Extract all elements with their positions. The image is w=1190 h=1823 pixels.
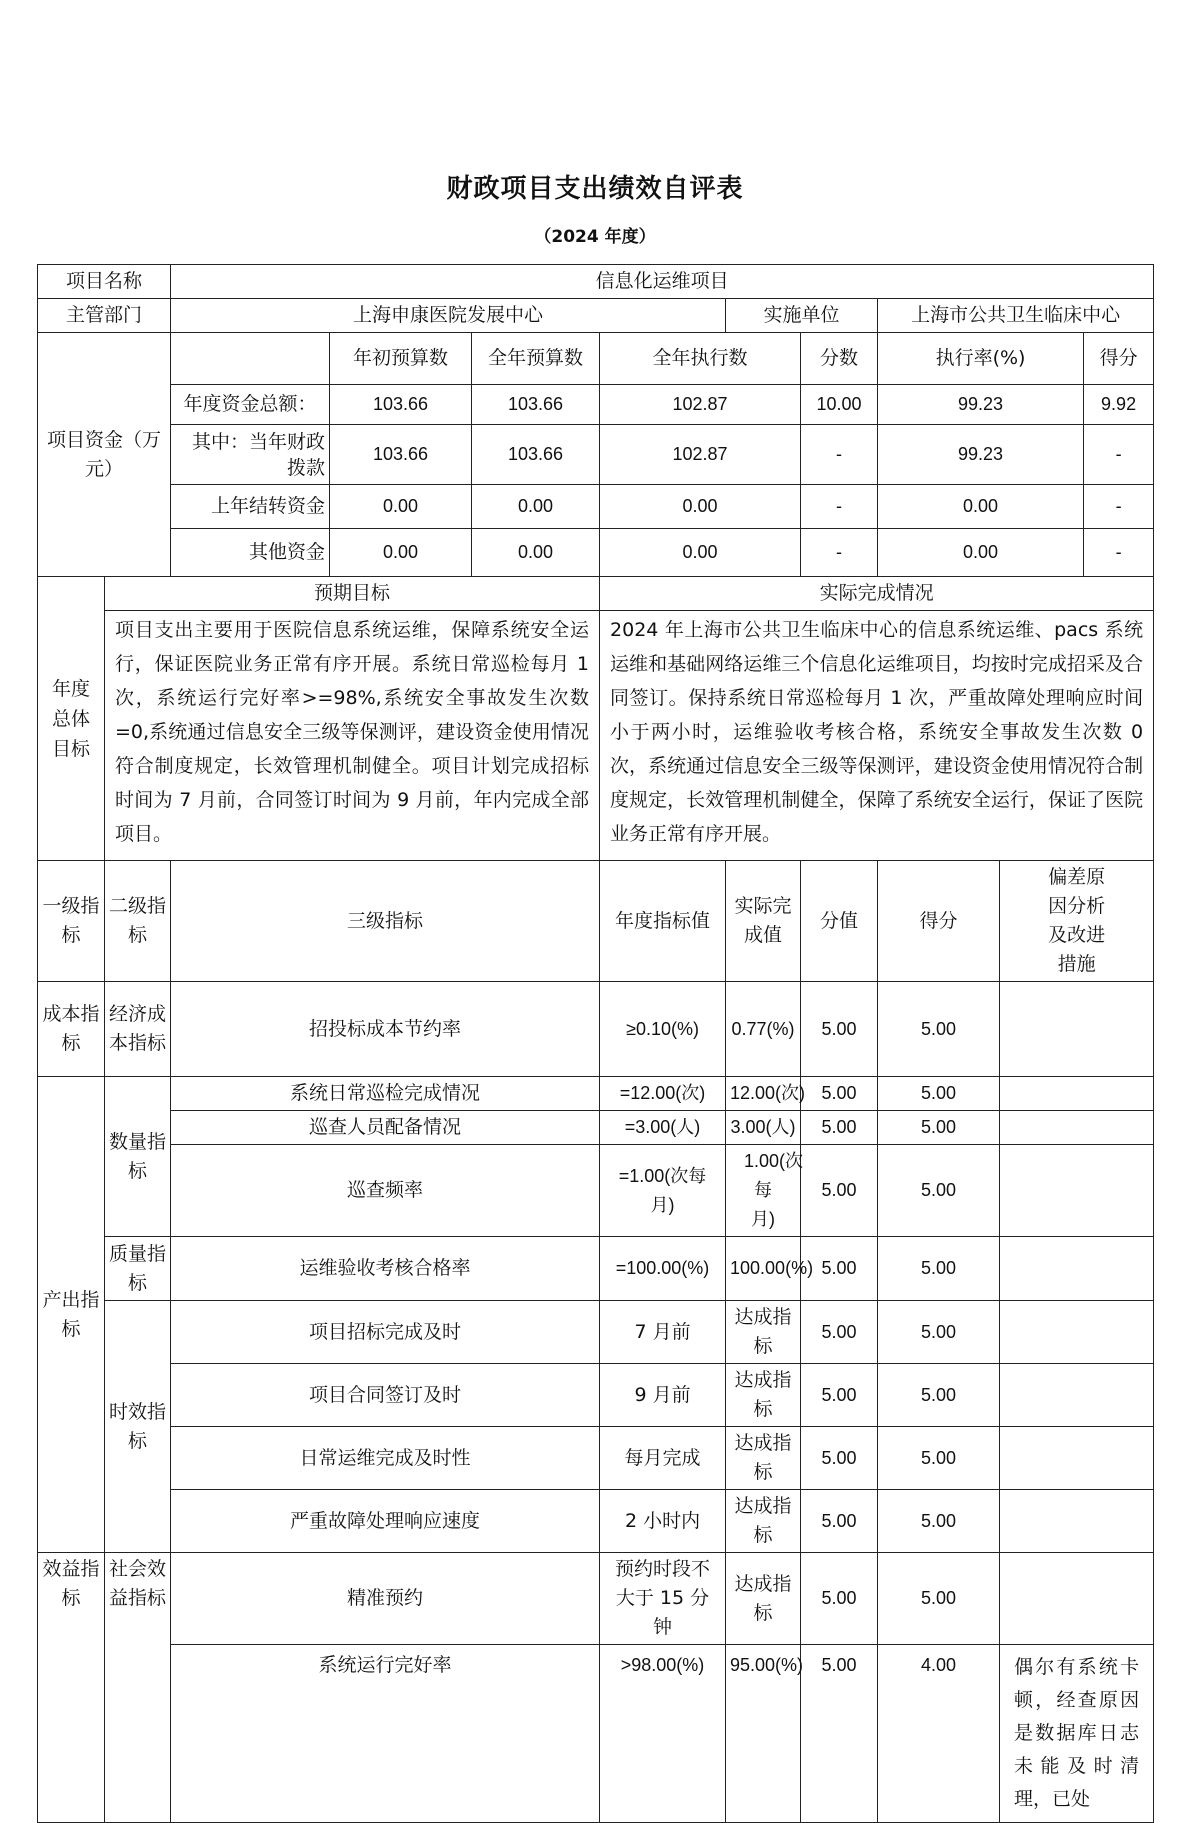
indicator-target: 7 月前 <box>600 1301 726 1364</box>
indicator-actual: 0.77(%) <box>726 982 801 1077</box>
funds-header: 年初预算数 <box>330 333 472 385</box>
indicator-score: 5.00 <box>878 1077 1000 1111</box>
indicator-header: 分值 <box>801 861 878 982</box>
indicator-weight: 5.00 <box>801 1301 878 1364</box>
funds-row-label: 上年结转资金 <box>171 485 330 529</box>
indicator-note <box>1000 1364 1154 1427</box>
indicator-actual: 95.00(%) <box>726 1645 801 1823</box>
indicator-score: 5.00 <box>878 1301 1000 1364</box>
funds-cell: 0.00 <box>330 485 472 529</box>
indicator-name: 系统运行完好率 <box>171 1645 600 1823</box>
expected-goal-header: 预期目标 <box>105 577 600 611</box>
unit-value: 上海市公共卫生临床中心 <box>878 299 1154 333</box>
indicator-name: 巡查频率 <box>171 1145 600 1237</box>
indicator-target: =1.00(次每月) <box>600 1145 726 1237</box>
indicator-note <box>1000 1145 1154 1237</box>
level2-quality: 质量指标 <box>105 1237 171 1301</box>
indicator-actual: 1.00(次每月) <box>726 1145 801 1237</box>
indicator-score: 5.00 <box>878 1111 1000 1145</box>
indicator-note <box>1000 1490 1154 1553</box>
indicator-target: >98.00(%) <box>600 1645 726 1823</box>
indicator-header: 二级指标 <box>105 861 171 982</box>
funds-cell: 103.66 <box>330 425 472 485</box>
funds-cell: 0.00 <box>472 529 600 577</box>
indicator-actual: 12.00(次) <box>726 1077 801 1111</box>
funds-header: 分数 <box>801 333 878 385</box>
funds-header-blank <box>171 333 330 385</box>
unit-label: 实施单位 <box>726 299 878 333</box>
indicator-score: 5.00 <box>878 1490 1000 1553</box>
funds-header: 全年执行数 <box>600 333 801 385</box>
indicator-score: 5.00 <box>878 1145 1000 1237</box>
indicator-name: 项目招标完成及时 <box>171 1301 600 1364</box>
funds-cell: 102.87 <box>600 385 801 425</box>
indicator-note <box>1000 1427 1154 1490</box>
indicator-name: 招投标成本节约率 <box>171 982 600 1077</box>
indicator-header: 年度指标值 <box>600 861 726 982</box>
dept-value: 上海申康医院发展中心 <box>171 299 726 333</box>
indicator-name: 运维验收考核合格率 <box>171 1237 600 1301</box>
level2-timeliness: 时效指标 <box>105 1301 171 1553</box>
actual-result-text: 2024 年上海市公共卫生临床中心的信息系统运维、pacs 系统运维和基础网络运维三个信息化运维项目，均按时完成招采及合同签订。保持系统日常巡检每月 1 次，严重故障处理响应时间小于两小时，运维验收考核合格，系统安全事故发生次数 0 次，系统通过信息安全三级等保测评，建设资金使用情况符合制度规定，长效管理机制健全，保障了系统安全运行，保证了医院业务正常有序开展。 <box>600 611 1154 861</box>
indicator-header: 得分 <box>878 861 1000 982</box>
level1-benefit: 效益指标 <box>38 1553 105 1823</box>
indicator-note: 偶尔有系统卡顿，经查原因是数据库日志未能及时清理，已处 <box>1000 1645 1154 1823</box>
indicator-weight: 5.00 <box>801 1145 878 1237</box>
level2-social-benefit: 社会效益指标 <box>105 1553 171 1823</box>
indicator-actual: 达成指标 <box>726 1301 801 1364</box>
funds-cell: - <box>1084 529 1154 577</box>
indicator-target: =100.00(%) <box>600 1237 726 1301</box>
actual-result-header: 实际完成情况 <box>600 577 1154 611</box>
indicator-score: 5.00 <box>878 982 1000 1077</box>
indicator-actual: 达成指标 <box>726 1364 801 1427</box>
indicator-target: =12.00(次) <box>600 1077 726 1111</box>
indicator-name: 巡查人员配备情况 <box>171 1111 600 1145</box>
indicator-note <box>1000 1237 1154 1301</box>
indicator-weight: 5.00 <box>801 1553 878 1645</box>
funds-cell: 99.23 <box>878 385 1084 425</box>
indicator-note <box>1000 1077 1154 1111</box>
indicator-header: 实际完成值 <box>726 861 801 982</box>
indicator-name: 日常运维完成及时性 <box>171 1427 600 1490</box>
indicator-target: =3.00(人) <box>600 1111 726 1145</box>
project-name-value: 信息化运维项目 <box>171 265 1154 299</box>
indicator-header: 偏差原因分析及改进措施 <box>1000 861 1154 982</box>
funds-cell: 102.87 <box>600 425 801 485</box>
funds-cell: 0.00 <box>472 485 600 529</box>
expected-goal-text: 项目支出主要用于医院信息系统运维，保障系统安全运行，保证医院业务正常有序开展。系统日常巡检每月 1 次，系统运行完好率>=98%,系统安全事故发生次数=0,系统通过信息安全三级等保测评，建设资金使用情况符合制度规定，长效管理机制健全。项目计划完成招标时间为 7 月前，合同签订时间为 9 月前，年内完成全部项目。 <box>105 611 600 861</box>
level1-output: 产出指标 <box>38 1077 105 1553</box>
indicator-header: 一级指标 <box>38 861 105 982</box>
funds-cell: 10.00 <box>801 385 878 425</box>
indicator-weight: 5.00 <box>801 982 878 1077</box>
indicator-header: 三级指标 <box>171 861 600 982</box>
funds-cell: 0.00 <box>600 485 801 529</box>
report-year: （2024 年度） <box>534 227 656 247</box>
self-evaluation-table <box>37 264 1154 1823</box>
funds-label: 项目资金（万元） <box>38 333 171 577</box>
funds-cell: 9.92 <box>1084 385 1154 425</box>
funds-cell: - <box>801 485 878 529</box>
indicator-score: 5.00 <box>878 1237 1000 1301</box>
indicator-actual: 达成指标 <box>726 1427 801 1490</box>
funds-cell: 0.00 <box>878 485 1084 529</box>
funds-row-label: 年度资金总额： <box>171 385 330 425</box>
indicator-target: ≥0.10(%) <box>600 982 726 1077</box>
indicator-name: 系统日常巡检完成情况 <box>171 1077 600 1111</box>
indicator-score: 5.00 <box>878 1364 1000 1427</box>
funds-cell: - <box>801 529 878 577</box>
level1-cost: 成本指标 <box>38 982 105 1077</box>
funds-cell: 103.66 <box>472 385 600 425</box>
indicator-score: 5.00 <box>878 1553 1000 1645</box>
funds-cell: 0.00 <box>330 529 472 577</box>
funds-cell: 0.00 <box>600 529 801 577</box>
indicator-note <box>1000 1301 1154 1364</box>
indicator-target: 9 月前 <box>600 1364 726 1427</box>
indicator-weight: 5.00 <box>801 1077 878 1111</box>
indicator-weight: 5.00 <box>801 1645 878 1823</box>
funds-cell: 0.00 <box>878 529 1084 577</box>
funds-cell: - <box>1084 485 1154 529</box>
level2-quantity: 数量指标 <box>105 1077 171 1237</box>
indicator-weight: 5.00 <box>801 1111 878 1145</box>
indicator-name: 严重故障处理响应速度 <box>171 1490 600 1553</box>
indicator-actual: 3.00(人) <box>726 1111 801 1145</box>
funds-cell: - <box>1084 425 1154 485</box>
indicator-weight: 5.00 <box>801 1237 878 1301</box>
indicator-weight: 5.00 <box>801 1427 878 1490</box>
funds-row-label: 其中：当年财政拨款 <box>171 425 330 485</box>
indicator-actual: 达成指标 <box>726 1553 801 1645</box>
funds-cell: 99.23 <box>878 425 1084 485</box>
indicator-note <box>1000 1111 1154 1145</box>
indicator-target: 2 小时内 <box>600 1490 726 1553</box>
indicator-weight: 5.00 <box>801 1490 878 1553</box>
indicator-name: 项目合同签订及时 <box>171 1364 600 1427</box>
indicator-note <box>1000 982 1154 1077</box>
goals-label: 年度总体目标 <box>38 577 105 861</box>
indicator-name: 精准预约 <box>171 1553 600 1645</box>
project-name-label: 项目名称 <box>38 265 171 299</box>
funds-cell: 103.66 <box>472 425 600 485</box>
funds-cell: - <box>801 425 878 485</box>
indicator-score: 4.00 <box>878 1645 1000 1823</box>
funds-header: 全年预算数 <box>472 333 600 385</box>
indicator-note <box>1000 1553 1154 1645</box>
funds-cell: 103.66 <box>330 385 472 425</box>
dept-label: 主管部门 <box>38 299 171 333</box>
funds-header: 得分 <box>1084 333 1154 385</box>
indicator-target: 每月完成 <box>600 1427 726 1490</box>
level2-economic-cost: 经济成本指标 <box>105 982 171 1077</box>
indicator-actual: 达成指标 <box>726 1490 801 1553</box>
indicator-target: 预约时段不大于 15 分钟 <box>600 1553 726 1645</box>
indicator-score: 5.00 <box>878 1427 1000 1490</box>
indicator-actual: 100.00(%) <box>726 1237 801 1301</box>
funds-row-label: 其他资金 <box>171 529 330 577</box>
indicator-weight: 5.00 <box>801 1364 878 1427</box>
page-title: 财政项目支出绩效自评表 <box>446 174 744 204</box>
funds-header: 执行率(%) <box>878 333 1084 385</box>
